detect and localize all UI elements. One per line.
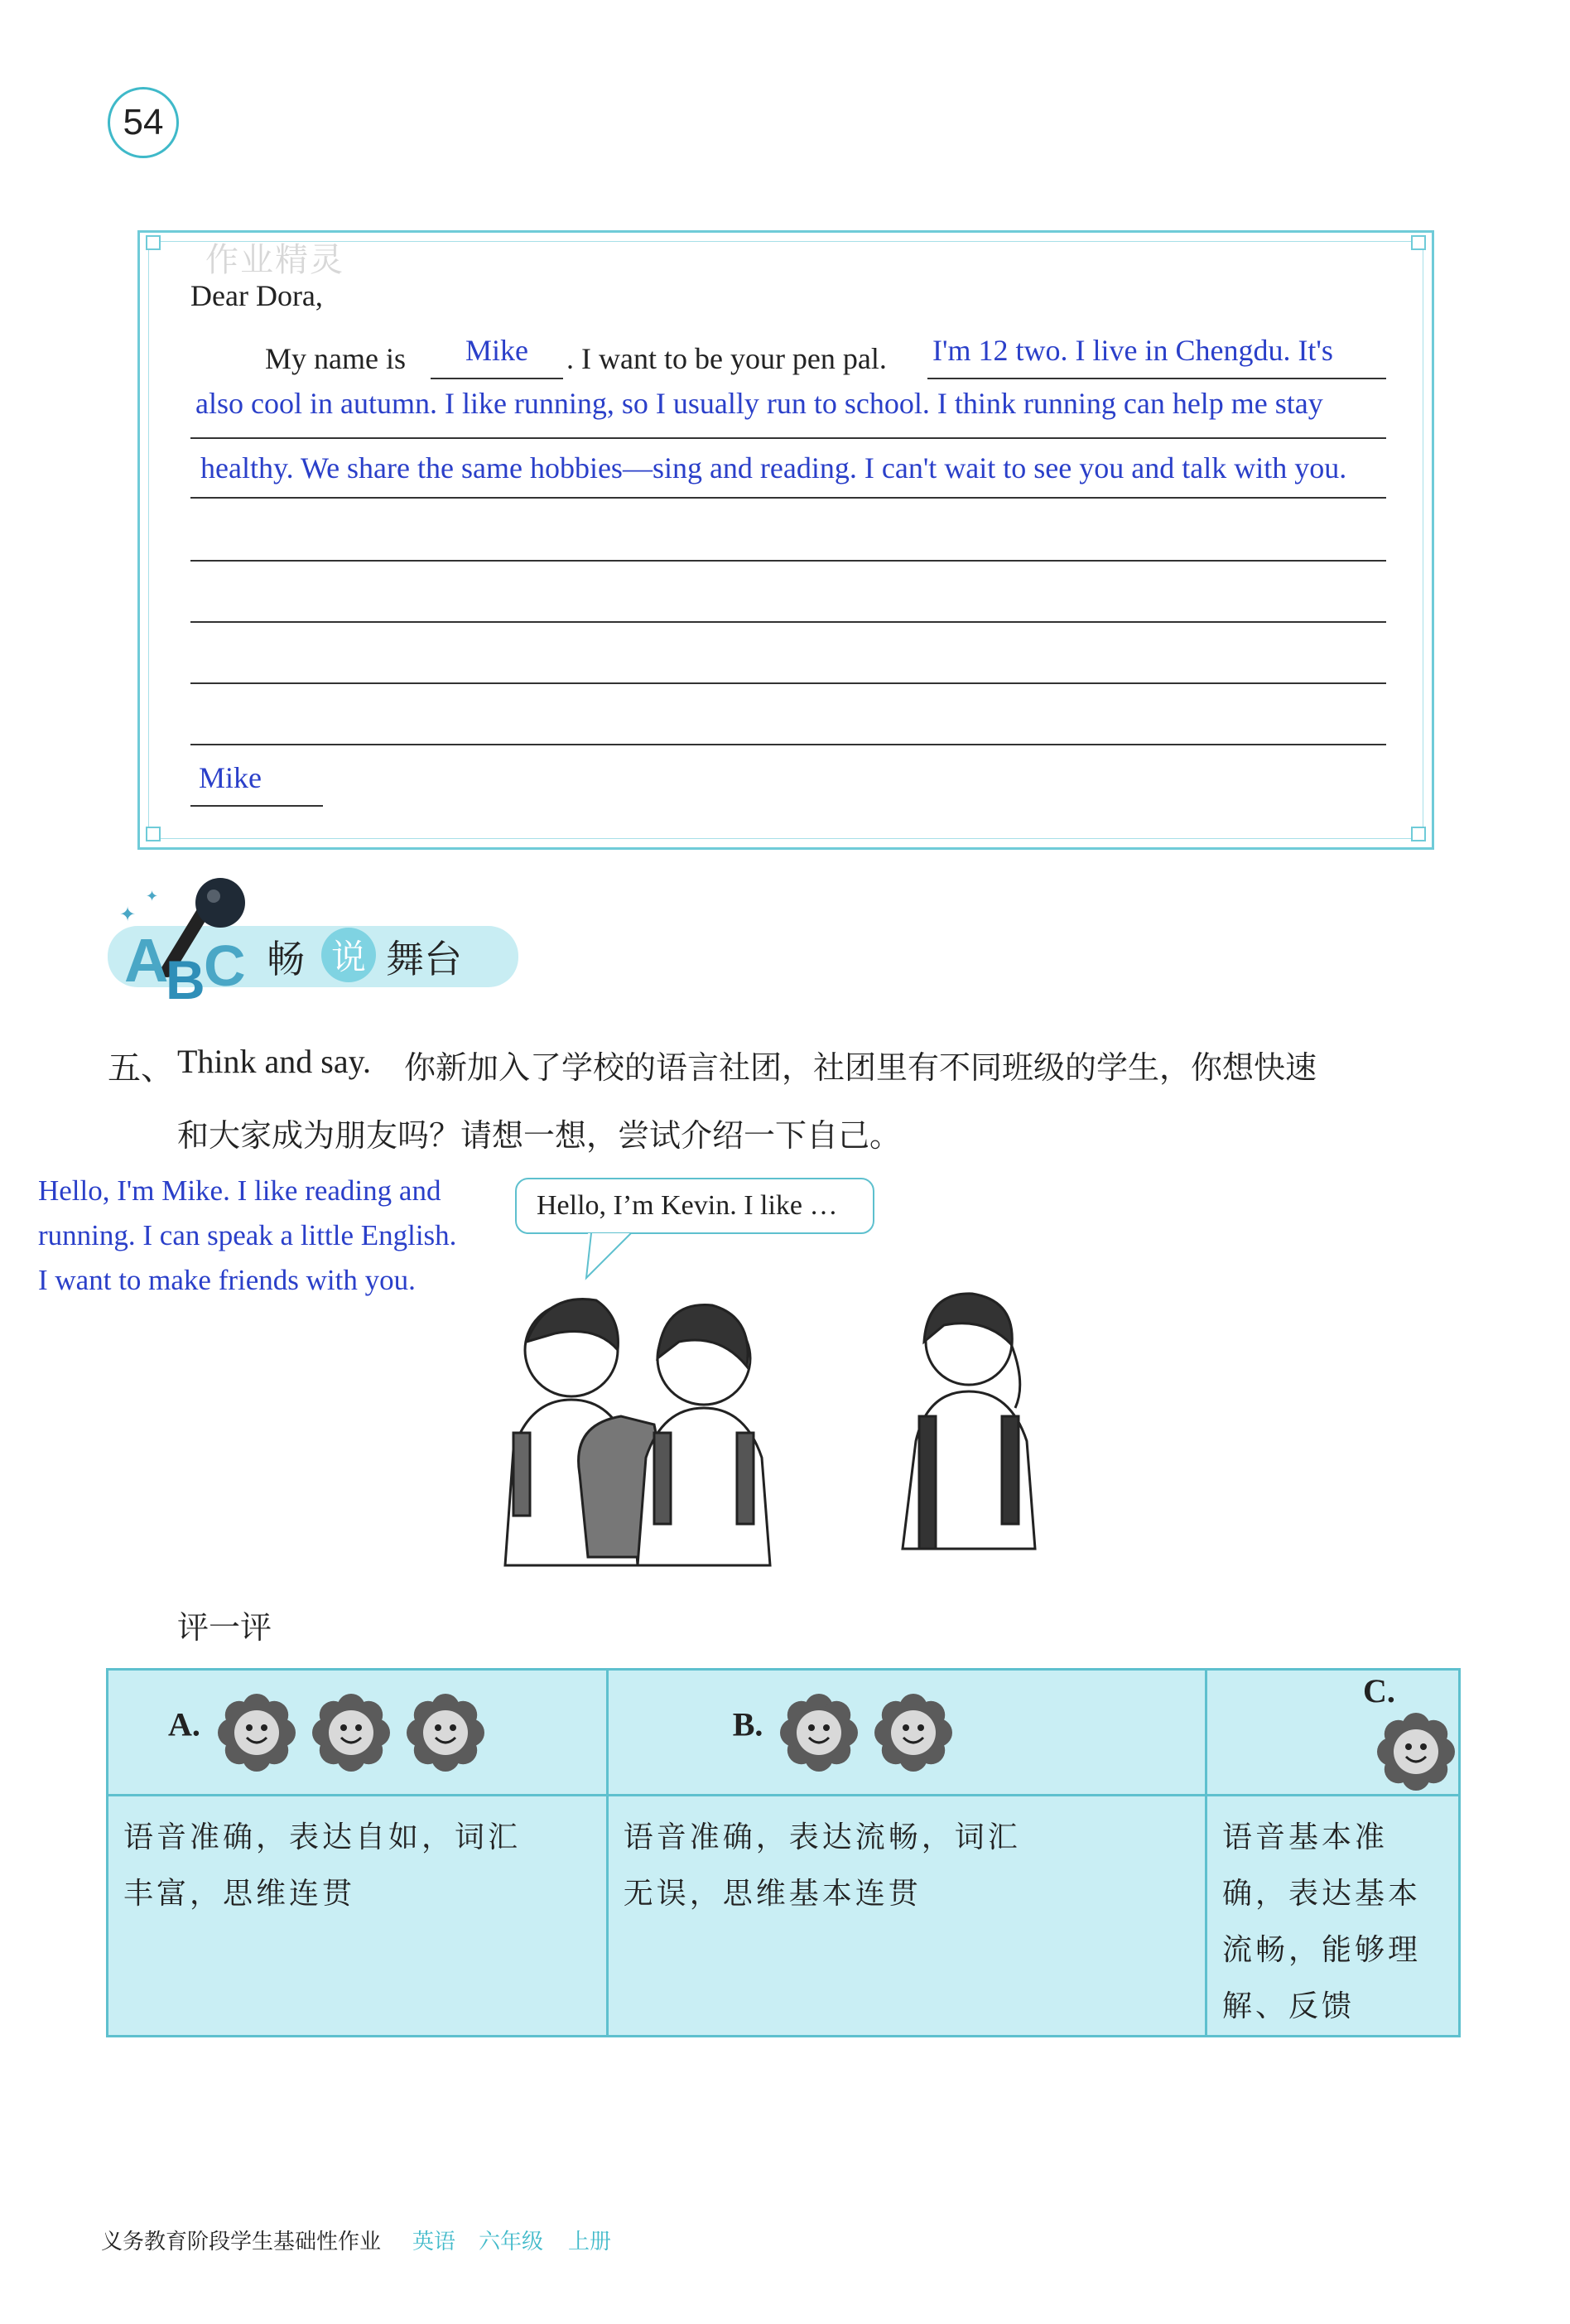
banner-title-1: 畅 [267, 937, 305, 981]
letter-line1-mid: . I want to be your pen pal. [566, 342, 887, 375]
frame-corner [1411, 827, 1426, 841]
frame-corner [1411, 235, 1426, 250]
smiley-flower-icon [404, 1691, 487, 1774]
writing-line [190, 437, 1386, 439]
frame-corner [146, 827, 161, 841]
answer-line-2: running. I can speak a little English. [38, 1219, 457, 1251]
rating-desc-a: 语音准确，表达自如，词汇 丰富，思维连贯 [108, 1796, 608, 2037]
speech-bubble: Hello, I’m Kevin. I like … [515, 1178, 874, 1234]
banner-letter-b: B [166, 949, 205, 1010]
question-number: 五、 [108, 1049, 174, 1087]
flower-group-c [1363, 1744, 1457, 1758]
letter-greeting: Dear Dora, [190, 279, 323, 312]
signature-line [190, 805, 323, 807]
students-illustration [455, 1284, 1118, 1582]
question-english: Think and say. [177, 1043, 372, 1080]
writing-line [190, 621, 1386, 623]
smiley-flower-icon [778, 1691, 860, 1774]
rating-grade-b: B. [607, 1670, 1206, 1796]
banner-letter-a: A [124, 926, 169, 995]
frame-corner [146, 235, 161, 250]
rating-desc-b: 语音准确，表达流畅，词汇 无误，思维基本连贯 [607, 1796, 1206, 2037]
rating-table [106, 1668, 1461, 2037]
flower-group-b [766, 1724, 955, 1738]
banner-title-3: 舞台 [386, 937, 462, 981]
rating-title: 评一评 [177, 1609, 272, 1646]
banner-title-2: 说 [321, 928, 376, 982]
svg-text:✦: ✦ [119, 904, 137, 926]
question-chinese-1: 你新加入了学校的语言社团，社团里有不同班级的学生，你想快速 [404, 1049, 1317, 1086]
letter-frame [137, 230, 1434, 850]
footer-subject: 英语 [412, 2230, 456, 2254]
answer-signature: Mike [199, 761, 262, 794]
rating-grade-c: C. [1206, 1670, 1460, 1796]
answer-written-2: also cool in autumn. I like running, so I usually run to school. I think running can help me stay [195, 387, 1323, 420]
writing-line [190, 744, 1386, 745]
rating-desc-c: 语音基本准确，表达基本 流畅，能够理解、反馈 [1206, 1796, 1460, 2037]
question-chinese-2: 和大家成为朋友吗？请想一想，尝试介绍一下自己。 [177, 1117, 902, 1154]
answer-written-3: healthy. We share the same hobbies—sing and reading. I can't wait to see you and talk with you. [200, 451, 1347, 485]
microphone-icon [113, 878, 270, 1010]
rating-grade-a: A. [108, 1670, 608, 1796]
answer-line-1: Hello, I'm Mike. I like reading and [38, 1174, 441, 1207]
footer-grade: 六年级 [479, 2230, 544, 2254]
watermark: 作业精灵 [205, 241, 344, 279]
footer-volume: 上册 [568, 2230, 612, 2254]
smiley-flower-icon [215, 1691, 298, 1774]
writing-line [190, 560, 1386, 562]
writing-line [927, 378, 1386, 379]
answer-written-1: I'm 12 two. I live in Chengdu. It's [932, 334, 1333, 367]
writing-line [190, 682, 1386, 684]
footer-series: 义务教育阶段学生基础性作业 [101, 2230, 382, 2254]
smiley-flower-icon [1375, 1710, 1457, 1793]
page-number: 54 [108, 87, 179, 158]
flower-group-a [204, 1724, 487, 1738]
speech-bubble-tail [580, 1232, 646, 1281]
smiley-flower-icon [872, 1691, 955, 1774]
smiley-flower-icon [310, 1691, 392, 1774]
answer-line-3: I want to make friends with you. [38, 1264, 416, 1296]
name-blank-line [431, 378, 563, 379]
writing-line [190, 497, 1386, 499]
banner-letter-c: C [204, 933, 246, 998]
svg-text:✦: ✦ [146, 888, 159, 904]
letter-line1-prefix: My name is [265, 342, 406, 375]
answer-name: Mike [465, 334, 528, 367]
